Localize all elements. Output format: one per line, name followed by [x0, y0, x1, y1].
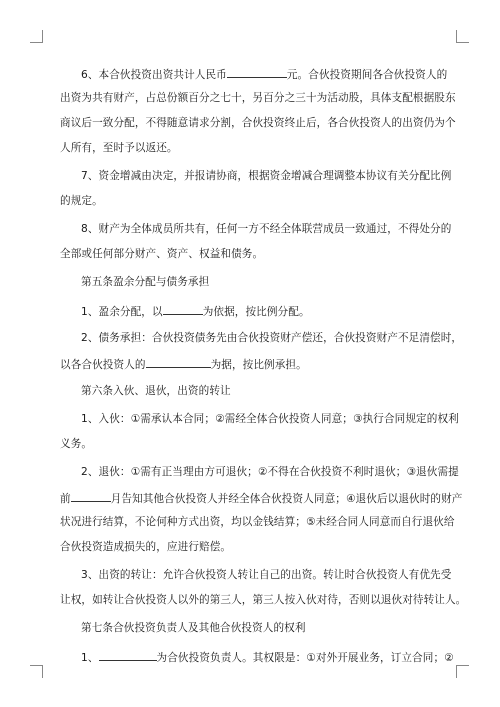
article-6-item-3-line-1: 3、出资的转让：允许合伙投资人转让自己的出资。转让时合伙投资人有优先受 — [81, 569, 452, 581]
text-segment: 为合伙投资负责人。其权限是：①对外开展业务，订立合同；② — [156, 652, 454, 664]
text-segment: 1、盈余分配，以 — [81, 306, 163, 318]
article-6-item-2-line-3: 状况进行结算，不论何种方式出资，均以金钱结算；⑤未经合同人同意而自行退伙给 — [60, 516, 455, 528]
blank-share-basis[interactable] — [146, 356, 211, 368]
text-segment: 前 — [60, 493, 71, 505]
blank-notice-months[interactable] — [71, 490, 111, 502]
text-segment: 以各合伙投资人的 — [60, 359, 146, 371]
text-segment: 6、本合伙投资出资共计人民币 — [81, 69, 227, 81]
paragraph-8-line-2: 全部或任何部分财产、资产、权益和债务。 — [60, 248, 264, 260]
text-segment: 1、 — [81, 652, 99, 664]
paragraph-6-line-3: 商议后一致分配，不得随意请求分割，合伙投资终止后，各合伙投资人的出资仍为个 — [60, 117, 456, 129]
crop-mark-top-left — [30, 30, 43, 43]
article-6-item-2-line-2 — [60, 490, 463, 505]
blank-basis[interactable] — [163, 303, 203, 315]
text-segment: 为依据，按比例分配。 — [202, 306, 310, 318]
text-segment: 为据，按比例承担。 — [210, 359, 307, 371]
crop-mark-top-right — [456, 30, 469, 43]
article-6-item-1-line-2: 义务。 — [60, 438, 93, 450]
article-5-item-1 — [60, 303, 442, 317]
article-6-item-1-line-1: 1、入伙：①需承认本合同；②需经全体合伙投资人同意；③执行合同规定的权利 — [81, 413, 459, 425]
text-segment: 元。合伙投资期间各合伙投资人的 — [286, 69, 448, 81]
article-5-item-2-line-2 — [60, 356, 442, 370]
blank-amount[interactable] — [227, 66, 287, 78]
article-6-item-2-line-4: 合伙投资造成损失的，应进行赔偿。 — [60, 541, 232, 553]
blank-responsible-person[interactable] — [99, 649, 157, 661]
paragraph-8-line-1: 8、财产为全体成员所共有，任何一方不经全体联营成员一致通过，不得处分的 — [81, 223, 452, 235]
article-7-title: 第七条合伙投资负责人及其他合伙投资人的权利 — [81, 622, 306, 634]
document-body — [60, 66, 467, 664]
crop-mark-bottom-right — [456, 665, 469, 678]
article-6-item-3-line-2: 让权，如转让合伙投资人以外的第三人，第三人按入伙对待，否则以退伙对待转让人。 — [60, 594, 467, 606]
article-6-item-2-line-1: 2、退伙：①需有正当理由方可退伙；②不得在合伙投资不利时退伙；③退伙需提 — [81, 466, 459, 478]
article-5-item-2-line-1: 2、债务承担：合伙投资债务先由合伙投资财产偿还，合伙投资财产不足清偿时， — [81, 332, 463, 344]
crop-mark-bottom-left — [30, 665, 43, 678]
paragraph-6-line-2: 出资为共有财产，占总份额百分之七十，另百分之三十为活动股，具体支配根据股东 — [60, 92, 456, 104]
paragraph-6-line-1 — [60, 66, 448, 81]
article-7-item-1 — [60, 649, 454, 664]
paragraph-6-line-4: 人所有，至时予以返还。 — [60, 142, 178, 154]
paragraph-7-line-1: 7、资金增减由决定，并报请协商，根据资金增减合理调整本协议有关分配比例 — [81, 170, 452, 182]
paragraph-7-line-2: 的规定。 — [60, 195, 103, 207]
article-6-title: 第六条入伙、退伙，出资的转让 — [81, 385, 231, 397]
article-5-title: 第五条盈余分配与债务承担 — [81, 276, 210, 288]
text-segment: 月告知其他合伙投资人并经全体合伙投资人同意；④退伙后以退伙时的财产 — [110, 493, 463, 505]
